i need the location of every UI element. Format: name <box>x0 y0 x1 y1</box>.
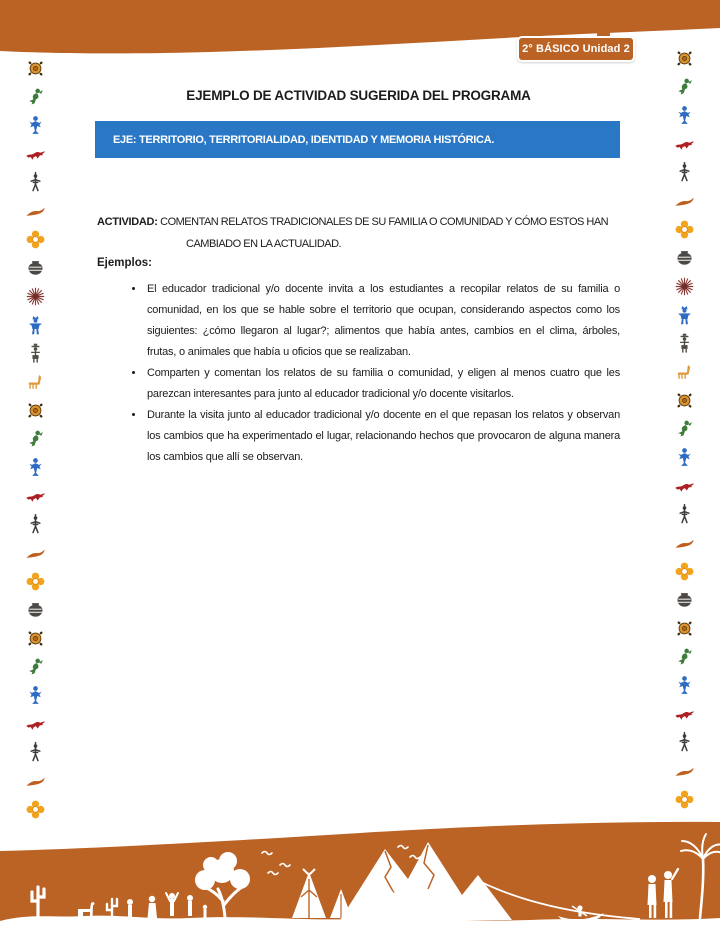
activity-text: COMENTAN RELATOS TRADICIONALES DE SU FAMILIA O COMUNIDAD Y CÓMO ESTOS HAN CAMBIADO EN LA ACTUALIDAD. <box>160 216 609 250</box>
red-fox-icon <box>25 486 46 507</box>
sun-petroglyph-icon <box>674 390 695 411</box>
eje-banner-label: EJE: TERRITORIO, TERRITORIALIDAD, IDENTIDAD Y MEMORIA HISTÓRICA. <box>113 133 495 146</box>
blue-dancer-icon <box>674 105 695 126</box>
blue-dancer-icon <box>25 457 46 478</box>
gray-man-icon <box>25 172 46 193</box>
condor-icon <box>674 761 695 782</box>
red-fox-icon <box>25 144 46 165</box>
blue-dancer-icon <box>674 675 695 696</box>
flower-icon <box>25 229 46 250</box>
gray-man-icon <box>674 504 695 525</box>
example-item-3: • Durante la visita junto al educador tradicional y/o docente en el que repasan los relatos y observan los cambios que ha experimentado el lugar, relacionando hechos que provocaron de alguna manera los cambios que allí se observan. <box>145 405 620 468</box>
left-icon-strip <box>22 58 48 820</box>
gray-man-icon <box>25 742 46 763</box>
examples-list <box>97 279 620 468</box>
sunburst-icon <box>674 276 695 297</box>
footer-landscape-illustration <box>0 817 720 932</box>
blue-chief-icon <box>674 305 695 326</box>
green-dancer-icon <box>674 419 695 440</box>
green-dancer-icon <box>674 77 695 98</box>
gray-man-icon <box>674 162 695 183</box>
right-icon-strip <box>671 48 697 810</box>
sun-petroglyph-icon <box>25 400 46 421</box>
examples-heading: Ejemplos: <box>97 257 152 269</box>
sunburst-icon <box>25 286 46 307</box>
flower-icon <box>674 789 695 810</box>
sun-petroglyph-icon <box>674 618 695 639</box>
clay-pot-icon <box>674 248 695 269</box>
blue-dancer-icon <box>25 115 46 136</box>
blue-dancer-icon <box>25 685 46 706</box>
eje-banner <box>95 121 620 158</box>
llama-icon <box>674 362 695 383</box>
blue-dancer-icon <box>674 447 695 468</box>
page-title: EJEMPLO DE ACTIVIDAD SUGERIDA DEL PROGRAMA <box>186 88 531 103</box>
gray-man-icon <box>25 514 46 535</box>
condor-icon <box>674 533 695 554</box>
clay-pot-icon <box>25 600 46 621</box>
condor-icon <box>25 771 46 792</box>
red-fox-icon <box>674 476 695 497</box>
flower-icon <box>674 561 695 582</box>
sun-petroglyph-icon <box>25 628 46 649</box>
red-fox-icon <box>25 714 46 735</box>
flower-icon <box>25 571 46 592</box>
unit-badge-label: 2° BÁSICO Unidad 2 <box>522 43 630 55</box>
unit-badge <box>517 36 635 62</box>
llama-icon <box>25 372 46 393</box>
example-item-1: • El educador tradicional y/o docente invita a los estudiantes a recopilar relatos de su familia o comunidad, en los que se hable sobre el territorio que ocupan, considerando aspectos como los siguientes: ¿cómo llegaron al lugar?; alimentos que había antes, cambios en el clima, árboles, frutas, o animales que había u oficios que se realizaban. <box>145 279 620 363</box>
condor-icon <box>25 543 46 564</box>
blue-chief-icon <box>25 315 46 336</box>
flower-icon <box>674 219 695 240</box>
green-dancer-icon <box>674 647 695 668</box>
green-dancer-icon <box>25 429 46 450</box>
green-dancer-icon <box>25 87 46 108</box>
condor-icon <box>674 191 695 212</box>
red-fox-icon <box>674 134 695 155</box>
sun-petroglyph-icon <box>674 48 695 69</box>
red-fox-icon <box>674 704 695 725</box>
hat-man-icon <box>674 333 695 354</box>
green-dancer-icon <box>25 657 46 678</box>
activity-label: ACTIVIDAD: <box>97 216 158 228</box>
hat-man-icon <box>25 343 46 364</box>
clay-pot-icon <box>25 258 46 279</box>
gray-man-icon <box>674 732 695 753</box>
sun-petroglyph-icon <box>25 58 46 79</box>
example-item-2: • Comparten y comentan los relatos de su familia o comunidad, y eligen al menos cuatro que les parezcan interesantes para junto al educador tradicional y/o docente visitarlos. <box>145 363 620 405</box>
condor-icon <box>25 201 46 222</box>
activity-paragraph <box>97 212 620 255</box>
clay-pot-icon <box>674 590 695 611</box>
